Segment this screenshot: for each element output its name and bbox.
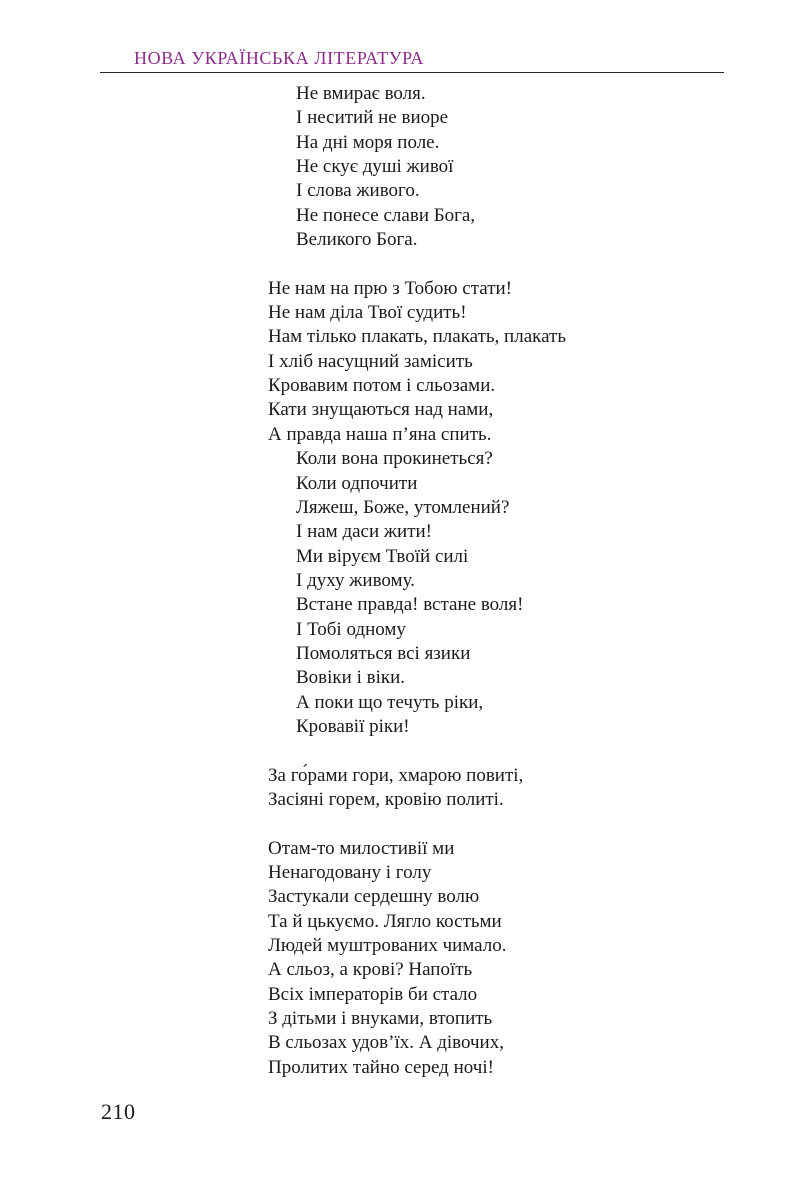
verse-line: І нам даси жити! xyxy=(296,521,432,543)
stanza-gap xyxy=(268,739,708,763)
verse-line: Встане правда! встане воля! xyxy=(296,594,524,616)
verse-line: А поки що течуть ріки, xyxy=(296,691,484,713)
verse-line: Не нам на прю з Тобою стати! xyxy=(268,277,512,299)
verse-line: З дітьми і внуками, втопить xyxy=(268,1008,493,1030)
stanza xyxy=(268,764,708,813)
verse-line: Кати знущаються над нами, xyxy=(268,399,494,421)
verse-line: Отам-то милостивії ми xyxy=(268,837,455,859)
verse-line: І неситий не виоре xyxy=(296,107,449,129)
verse-line: Засіяні горем, кровію политі. xyxy=(268,788,504,810)
stanza-gap xyxy=(268,812,708,836)
verse-line: Кровавим потом і сльозами. xyxy=(268,375,496,397)
verse-line: Всіх імператорів би стало xyxy=(268,983,478,1005)
verse-line: Коли одпочити xyxy=(296,472,418,494)
verse-line: І слова живого. xyxy=(296,180,420,202)
verse-line: Великого Бога. xyxy=(296,229,418,251)
verse-line: Ми віруєм Твоїй силі xyxy=(296,545,469,567)
verse-line: Вовіки і віки. xyxy=(296,667,405,689)
page-number: 210 xyxy=(101,1099,136,1124)
verse-line: І Тобі одному xyxy=(296,618,406,640)
verse-line: За го́рами гори, хмарою повиті, xyxy=(268,764,524,786)
running-head xyxy=(100,46,724,73)
verse-line: На дні моря поле. xyxy=(296,131,440,153)
verse-line: Ненагодовану і голу xyxy=(268,862,432,883)
verse-line: А сльоз, а крові? Напоїть xyxy=(268,959,473,981)
running-head-title: НОВА УКРАЇНСЬКА ЛІТЕРАТУРА xyxy=(134,48,425,68)
verse-line: Не вмирає воля. xyxy=(296,83,426,104)
verse-line: Людей муштрованих чимало. xyxy=(268,935,507,957)
verse-line: Кровавії ріки! xyxy=(296,715,410,737)
verse-line: І духу живому. xyxy=(296,569,415,591)
verse-line: А правда наша п’яна спить. xyxy=(268,423,492,445)
verse-line: Не скує душі живої xyxy=(296,156,454,178)
stanza xyxy=(268,277,708,740)
verse-line: Коли вона прокинеться? xyxy=(296,448,493,470)
verse-line: В сльозах удов’їх. А дівочих, xyxy=(268,1032,504,1054)
verse-line: Пролитих тайно серед ночі! xyxy=(268,1056,494,1078)
verse-line: І хліб насущний замісить xyxy=(268,350,473,372)
verse-line: Застукали сердешну волю xyxy=(268,886,480,908)
poem-body xyxy=(268,82,708,1080)
stanza xyxy=(268,82,708,252)
verse-line: Не понесе слави Бога, xyxy=(296,204,476,226)
stanza-gap xyxy=(268,252,708,276)
verse-line: Ляжеш, Боже, утомлений? xyxy=(296,496,510,518)
verse-line: Нам тілько плакать, плакать, плакать xyxy=(268,326,566,348)
verse-line: Та й цькуємо. Лягло костьми xyxy=(268,910,502,932)
verse-line: Помоляться всі язики xyxy=(296,642,471,664)
verse-line: Не нам діла Твої судить! xyxy=(268,302,467,324)
stanza xyxy=(268,837,708,1080)
